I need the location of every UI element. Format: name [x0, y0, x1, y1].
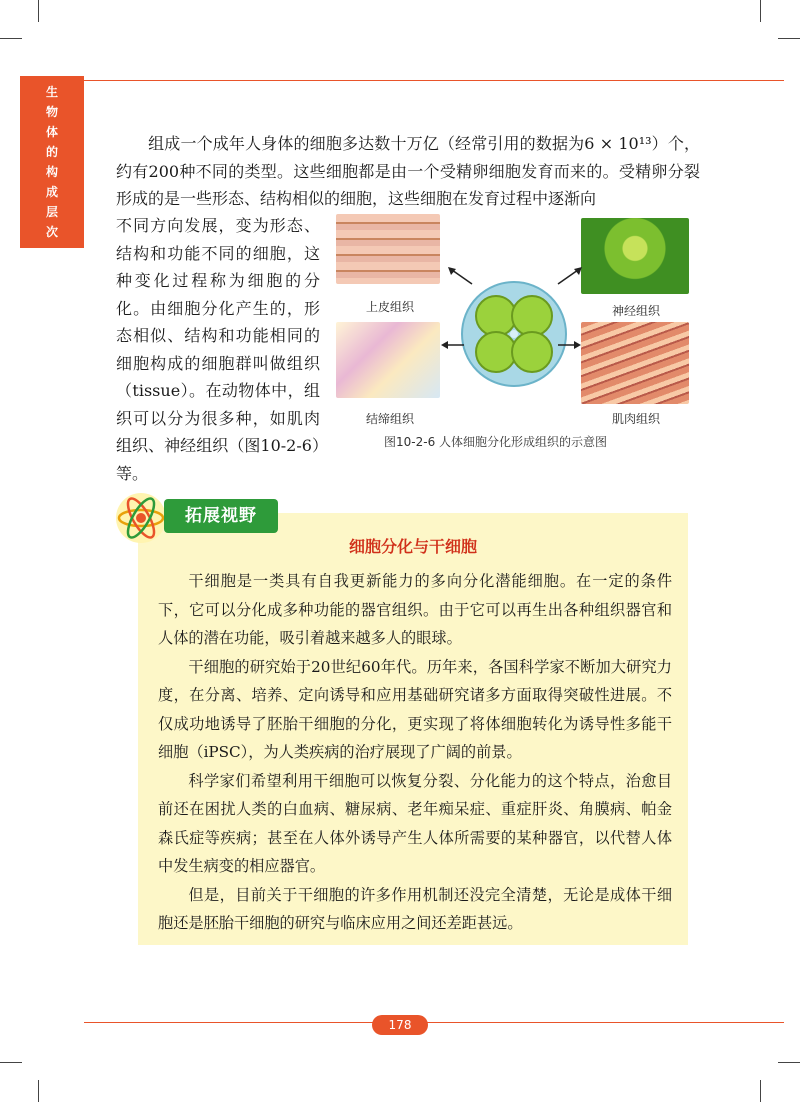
- epithelial-label: 上皮组织: [366, 300, 415, 314]
- intro-paragraph: [116, 130, 700, 213]
- epithelial-tissue-image: [336, 214, 440, 284]
- intro-paragraph-continued: 不同方向发展，变为形态、结构和功能不同的细胞，这种变化过程称为细胞的分化。由细胞分化产生的，形态相似、结构和功能相同的细胞构成的细胞群叫做组织（tissue）。在动物体中，组织可以分为很多种，如肌肉组织、神经组织（图10-2-6）等。: [116, 216, 320, 483]
- box-paragraph: 干细胞是一类具有自我更新能力的多向分化潜能细胞。在一定的条件下，它可以分化成多种功能的器官组织。由于它可以再生出各种组织器官和人体的潜在功能，吸引着越来越多人的眼球。: [158, 572, 672, 647]
- arrow-to-connective: [440, 338, 466, 352]
- crop-mark: [38, 0, 39, 22]
- figure-cell-differentiation: [336, 214, 692, 429]
- crop-mark: [760, 1080, 761, 1102]
- badge-label: 拓展视野: [164, 499, 278, 533]
- nerve-tissue-image: [581, 218, 689, 294]
- box-paragraph: 但是，目前关于干细胞的许多作用机制还没完全清楚，无论是成体干细胞还是胚胎干细胞的研究与临床应用之间还差距甚远。: [158, 885, 672, 932]
- crop-mark: [760, 0, 761, 22]
- crop-mark: [0, 38, 22, 39]
- chapter-sidebar: [20, 76, 84, 248]
- arrow-to-muscle: [556, 338, 582, 352]
- crop-mark: [38, 1080, 39, 1102]
- box-title: 细胞分化与干细胞: [348, 537, 477, 556]
- connective-label: 结缔组织: [366, 412, 415, 426]
- chapter-label: [24, 82, 80, 242]
- sidebar-char: 生: [45, 85, 58, 99]
- box-paragraph: 干细胞的研究始于20世纪60年代。历年来，各国科学家不断加大研究力度，在分离、培养、定向诱导和应用基础研究诸多方面取得突破性进展。不仅成功地诱导了胚胎干细胞的分化，更实现了将体细胞转化为诱导性多能干细胞（iPSC），为人类疾病的治疗展现了广阔的前景。: [158, 657, 672, 761]
- muscle-tissue-image: [581, 322, 689, 404]
- sidebar-char: 物: [45, 105, 58, 119]
- sidebar-char: 构: [45, 165, 58, 179]
- sidebar-char: 成: [45, 185, 58, 199]
- box-body: [158, 567, 672, 938]
- crop-mark: [778, 1062, 800, 1063]
- arrow-to-nerve: [554, 264, 584, 288]
- sidebar-char: 体: [45, 125, 58, 139]
- connective-tissue-image: [336, 322, 440, 398]
- sidebar-char: 次: [45, 225, 58, 239]
- figure-caption: 图10-2-6 人体细胞分化形成组织的示意图: [384, 435, 608, 449]
- crop-mark: [0, 1062, 22, 1063]
- box-paragraph: 科学家们希望利用干细胞可以恢复分裂、分化能力的这个特点，治愈目前还在困扰人类的白血病、糖尿病、老年痴呆症、重症肝炎、角膜病、帕金森氏症等疾病；甚至在人体外诱导产生人体所需要的某种器官，以代替人体中发生病变的相应器官。: [158, 771, 672, 875]
- crop-mark: [778, 38, 800, 39]
- muscle-label: 肌肉组织: [612, 412, 661, 426]
- page-number: 178: [372, 1015, 428, 1035]
- nerve-label: 神经组织: [612, 304, 661, 318]
- intro-text: 组成一个成年人身体的细胞多达数十万亿（经常引用的数据为6 × 10¹³）个，约有200种不同的类型。这些细胞都是由一个受精卵细胞发育而来的。受精卵分裂形成的是一些形态、结构相似的细胞，这些细胞在发育过程中逐渐向: [116, 134, 700, 208]
- bottom-rule: [84, 1022, 784, 1023]
- sidebar-char: 层: [45, 205, 58, 219]
- top-rule: [84, 80, 784, 81]
- arrow-to-epithelial: [446, 264, 476, 288]
- sidebar-char: 的: [45, 145, 58, 159]
